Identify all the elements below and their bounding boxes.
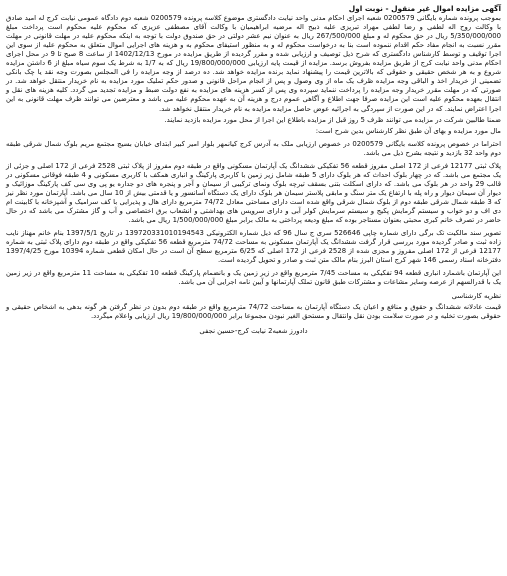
parking-paragraph: این آپارتمان باشمارد انباری قطعه 94 تفکیکی به مساحت 7/45 مترمربع واقع در زیر زمین یک و بانضمام پارکینگ قطعه 10 تفکیکی به مساحت 11 مترمربع واقع در زیر زمین یک با قدرالسهم از عرصه وسایر مشاعات و مشترکات طبق قانون تملک آپارتمانها و آیین نامه اجرایی آن می باشد. xyxy=(6,269,502,287)
notice-title: آگهی مزایده اموال غیر منقول - نوبت اول xyxy=(348,4,501,13)
deed-paragraph: تصویر سند مالکیت تک برگی دارای شماره چاپی 526646 سری ج سال 96 که ذیل شماره الکترونیکی 139720331010194543 در تاریخ 1397/5/1 بنام خانم مهناز نایب زاده ثبت و صادر گردیده مورد بررسی قرار گرفت ششدانگ یک آپارتمان مسکونی به مساحت 74/72 مترمربع قطعه 56 تفکیکی واقع در طبقه دوم دارای پلاک ثبتی به شماره 12177 فرعی از 172 اصلی مفروز و مجزی شده از 2528 فرعی از 172 اصلی که 6/25 مترمربع سطح آن است در حال امکان قطعی شماره 10394 مورخ 1397/4/25 دفترخانه اسناد رسمی 146 شهر کرج استان البرز بنام مالک متن ثبت و صادر و تحویل گردیده است. xyxy=(6,229,502,265)
property-description: احتراما در خصوص پرونده کلاسه بایگانی 0200579 در خصوص ارزیابی ملک به آدرس کرج کیانمهر بلوار امیر کبیر ابتدای خیابان بسیج مجتمع مریم بلوک شمال شرقی طبقه دوم واحد 32 بازدید و نتیجه بشرح ذیل می باشد. xyxy=(6,139,502,157)
opinion-heading: نظریه کارشناسی xyxy=(451,292,501,301)
signature: دادورز شعبه2 نیابت کرج-حسین نجفی xyxy=(199,326,308,335)
property-label: مال مورد مزایده و بهای آن طبق نظر کارشناس بدین شرح است: xyxy=(315,126,501,135)
visit-paragraph: ضمنا طالبین شرکت در مزایده می توانند ظرف 5 روز قبل از مزایده باطلاع این اجرا از محل مورد مزایده بازدید نمایند. xyxy=(164,115,501,124)
unit-description: پلاک ثبتی 12177 فرعی از 172 اصلی مفروز قطعه 56 تفکیکی ششدانگ یک آپارتمان مسکونی واقع در طبقه دوم مفروز از پلاک ثبتی 2528 فرعی از 172 اصلی و جزئی از یک مجتمع می باشد. که در چهار بلوک احداث که هر بلوک دارای 5 طبقه شامل زیر زمین با کاربری پارکینگ و انباری همکف با کاربری مسکونی و 4 طبقه فوقانی مسکونی در قالب 29 واحد در هر بلوک می باشد. که دارای اسکلت بتنی بسقف تیرچه بلوک ونمای ترکیبی از سیمان و آجر و پنجره های دو جداره یو پی وی سی کف پارکینگ موزائیک و دیوار آن سیمان دیوار و راه پله با ارتفاع یک متر سنگ و مابقی پلاستر سیمان هر بلوک دارای یک دستگاه آسانسور و یا قدمتی بیش از 10 سال می باشد. آپارتمان مورد نظر نیز که 3 طبقه شمال شرقی طبقه دوم از بلوک شمال شرقی واقع شده است دارای مساحتی معادل 74/72 مترمربع دارای هال و پذیرایی با کف سرامیک و آشپزخانه با کابینت ام دی اف و دو خواب و سیستم گرمایش پکیج و سیستم سرمایش کولر آبی و دارای سرویس های بهداشتی و انشعاب برق اختصاصی و آب و گاز مشترک می باشد که در حال حاضر در تصرف خانم کبری محبتی بعنوان مستاجر بوده که مبلغ ودیعه پرداختی به مالک برابر مبلغ 1/500/000/000 ریال می باشد. xyxy=(6,161,502,225)
intro-paragraph: بموجب پرونده شماره بایگانی 0200579 شعبه اجرای احکام مدنی واحد نیابت دادگستری موضوع کلاسه پرونده 0200579 شعبه دوم دادگاه عمومی نیابت کرج له امید صادق با وکالت روح اله لطفی و رضا لطفی مهراد تبریزی علیه ذبیح اله مرضیه ابراهیمیان با وکالت آقای مصطفی عزیزی که محکوم علیه محکوم است پرداخت مبلغ 5/350/000/000 ریال در حق محکوم له و مبلغ 267/500/000 ریال به عنوان نیم عشر دولتی در حق صندوق دولت با توجه به اینکه محکوم علیه در مهلت قانونی در مهلت مقرر نسبت به انجام مفاد حکم اقدام ننموده است بنا به درخواست محکوم له و به منظور استیفای محکوم به و هزینه های اجرایی اموال متعلق به محکوم علیه از سوی این اجرا توقیف و توسط کارشناس دادگستری که شرح ذیل توصیف و ارزیابی شده و مقرر گردیده از طریق مزایده در مورخ 1402/12/13 از ساعت 8 صبح تا 9 در محل اجرای احکام مدنی واحد نیابت کرج از طریق مزایده بفروش برسد. مزایده از قیمت پایه ارزیابی 19/800/000/000 ریال که به 1/7 به شرط یک سوم سیاه مبلغ از 6 داشتن مزایده شروع و به هر شخص حقیقی و حقوقی که بالاترین قیمت را پیشنهاد نماید برنده مزایده خواهد شد. ده درصد از وجه مزایده را فی المجلس بصورت وجه نقد یا چک بانکی تضمینی از خریدار اخذ و الباقی وجه مزایده ظرف یک ماه از وی وصول و پس از انجام مراحل قانونی و صدور حکم تملیک مورد مزایده به نام خریدار منتقل خواهد شد. در صورتی که در مهلت مقرر خریدار وجه مزایده را پرداخت ننماید سپرده وی پس از کسر هزینه های مزایده به نفع دولت ضبط و مزایده تجدید می گردد. کلیه هزینه های نقل و انتقال بعهده محکوم علیه است این مزایده صرفا جهت اطلاع و آگاهی عموم درج و هزینه آن به عهده محکوم علیه می باشد و معترضین می توانند ظرف مهلت قانونی به این اجرا اعتراض نمایند. که در این صورت از سپردگی به اجرائیه عوض حاصل مزایده مزایده به نام خریدار منتقل نخواهد شد. xyxy=(6,14,502,113)
opinion-paragraph: قیمت عادلانه ششدانگ و حقوق و منافع و اعیان یک دستگاه آپارتمان به مساحت 74/72 مترمربع واقع در طبقه دوم بدون در نظر گرفتن هر گونه بدهی به اشخاص حقیقی و حقوقی بصورت تخلیه و در صورت سلامت بودن نقل وانتقال و مستحق الغیر نبودن مجموعا برابر 19/800/000/000 ریال ارزیابی واعلام میگردد. xyxy=(6,303,501,321)
